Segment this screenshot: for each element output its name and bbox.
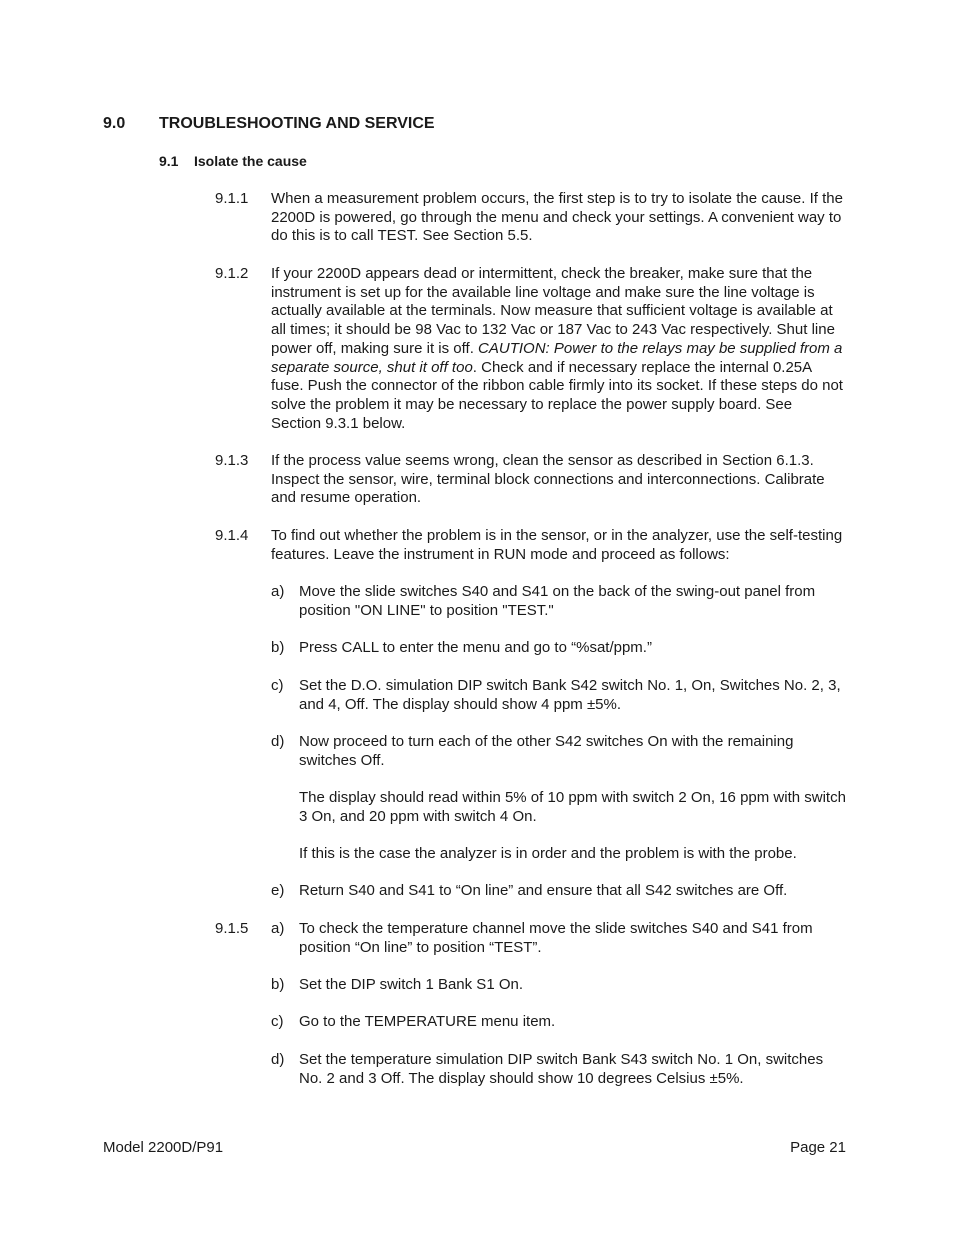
step-text: Go to the TEMPERATURE menu item.: [299, 1013, 556, 1030]
item-text-part-a: If your 2200D appears dead or intermittent, check the breaker, make sure that the instrument is set up for the available line voltage and make sure the line voltage is actually available at the terminals. Now measure that sufficient voltage is available at all times; it should be 98 Vac to 132 Vac or 187 Vac to 243 Vac respectively. Shut line power off, making sure it is off.: [271, 265, 835, 357]
item-text: To find out whether the problem is in the sensor, or in the analyzer, use the self-testing features. Leave the instrument in RUN mode and proceed as follows:: [271, 527, 843, 563]
subsection-heading: [159, 152, 307, 170]
step-text: Set the DIP switch 1 Bank S1 On.: [299, 976, 524, 993]
step-continuation-text: If this is the case the analyzer is in order and the problem is with the probe.: [299, 845, 797, 862]
footer-model: Model 2200D/P91: [103, 1139, 224, 1156]
item-number: 9.1.1: [215, 190, 249, 207]
step-label: d): [271, 1051, 285, 1068]
section-number: 9.0: [103, 115, 126, 132]
step-text: Now proceed to turn each of the other S42 switches On with the remaining switches Off.: [299, 733, 794, 769]
item-text: If the process value seems wrong, clean the sensor as described in Section 6.1.3. Inspect the sensor, wire, terminal block connections and interconnections. Calibrate and resume operation.: [271, 452, 825, 507]
step-text: To check the temperature channel move the slide switches S40 and S41 from position “On line” to position “TEST”.: [299, 920, 813, 956]
item-number: 9.1.5: [215, 920, 249, 937]
item-number: 9.1.3: [215, 452, 249, 469]
step-label: c): [271, 677, 284, 694]
step-text: Set the D.O. simulation DIP switch Bank S42 switch No. 1, On, Switches No. 2, 3, and 4, Off. The display should show 4 ppm ±5%.: [299, 677, 841, 713]
section-heading: [103, 114, 435, 133]
step-text: Return S40 and S41 to “On line” and ensure that all S42 switches are Off.: [299, 882, 788, 899]
item-text-part-b: . Check and if necessary replace the internal 0.25A fuse. Push the connector of the ribbon cable firmly into its socket. If these steps do not solve the problem it may be necessary to replace the power supply board. See Section 9.3.1 below.: [271, 358, 843, 432]
step-label: d): [271, 733, 285, 750]
item-text: When a measurement problem occurs, the first step is to try to isolate the cause. If the 2200D is powered, go through the menu and check your settings. A convenient way to do this is to call TEST. See Section 5.5.: [271, 190, 843, 245]
item-number: 9.1.2: [215, 265, 249, 282]
caution-text: CAUTION: Power to the relays may be supplied from a separate source, shut it off too: [271, 339, 843, 376]
step-text: Set the temperature simulation DIP switch Bank S43 switch No. 1 On, switches No. 2 and 3 Off. The display should show 10 degrees Celsius ±5%.: [299, 1051, 824, 1087]
item-text: [271, 265, 846, 433]
step-text: Press CALL to enter the menu and go to “%sat/ppm.”: [299, 639, 652, 656]
step-text: Move the slide switches S40 and S41 on the back of the swing-out panel from position "ON LINE" to position "TEST.": [299, 583, 816, 619]
item-number: 9.1.4: [215, 527, 249, 544]
step-label: a): [271, 920, 285, 937]
subsection-number: 9.1: [159, 153, 179, 169]
footer-page-number: Page 21: [790, 1139, 846, 1156]
step-label: e): [271, 882, 285, 899]
step-label: b): [271, 639, 285, 656]
step-label: a): [271, 583, 285, 600]
step-label: b): [271, 976, 285, 993]
subsection-title: Isolate the cause: [194, 153, 307, 169]
section-title: TROUBLESHOOTING AND SERVICE: [159, 115, 435, 132]
step-label: c): [271, 1013, 284, 1030]
step-continuation-text: The display should read within 5% of 10 ppm with switch 2 On, 16 ppm with switch 3 On, and 20 ppm with switch 4 On.: [299, 789, 846, 825]
